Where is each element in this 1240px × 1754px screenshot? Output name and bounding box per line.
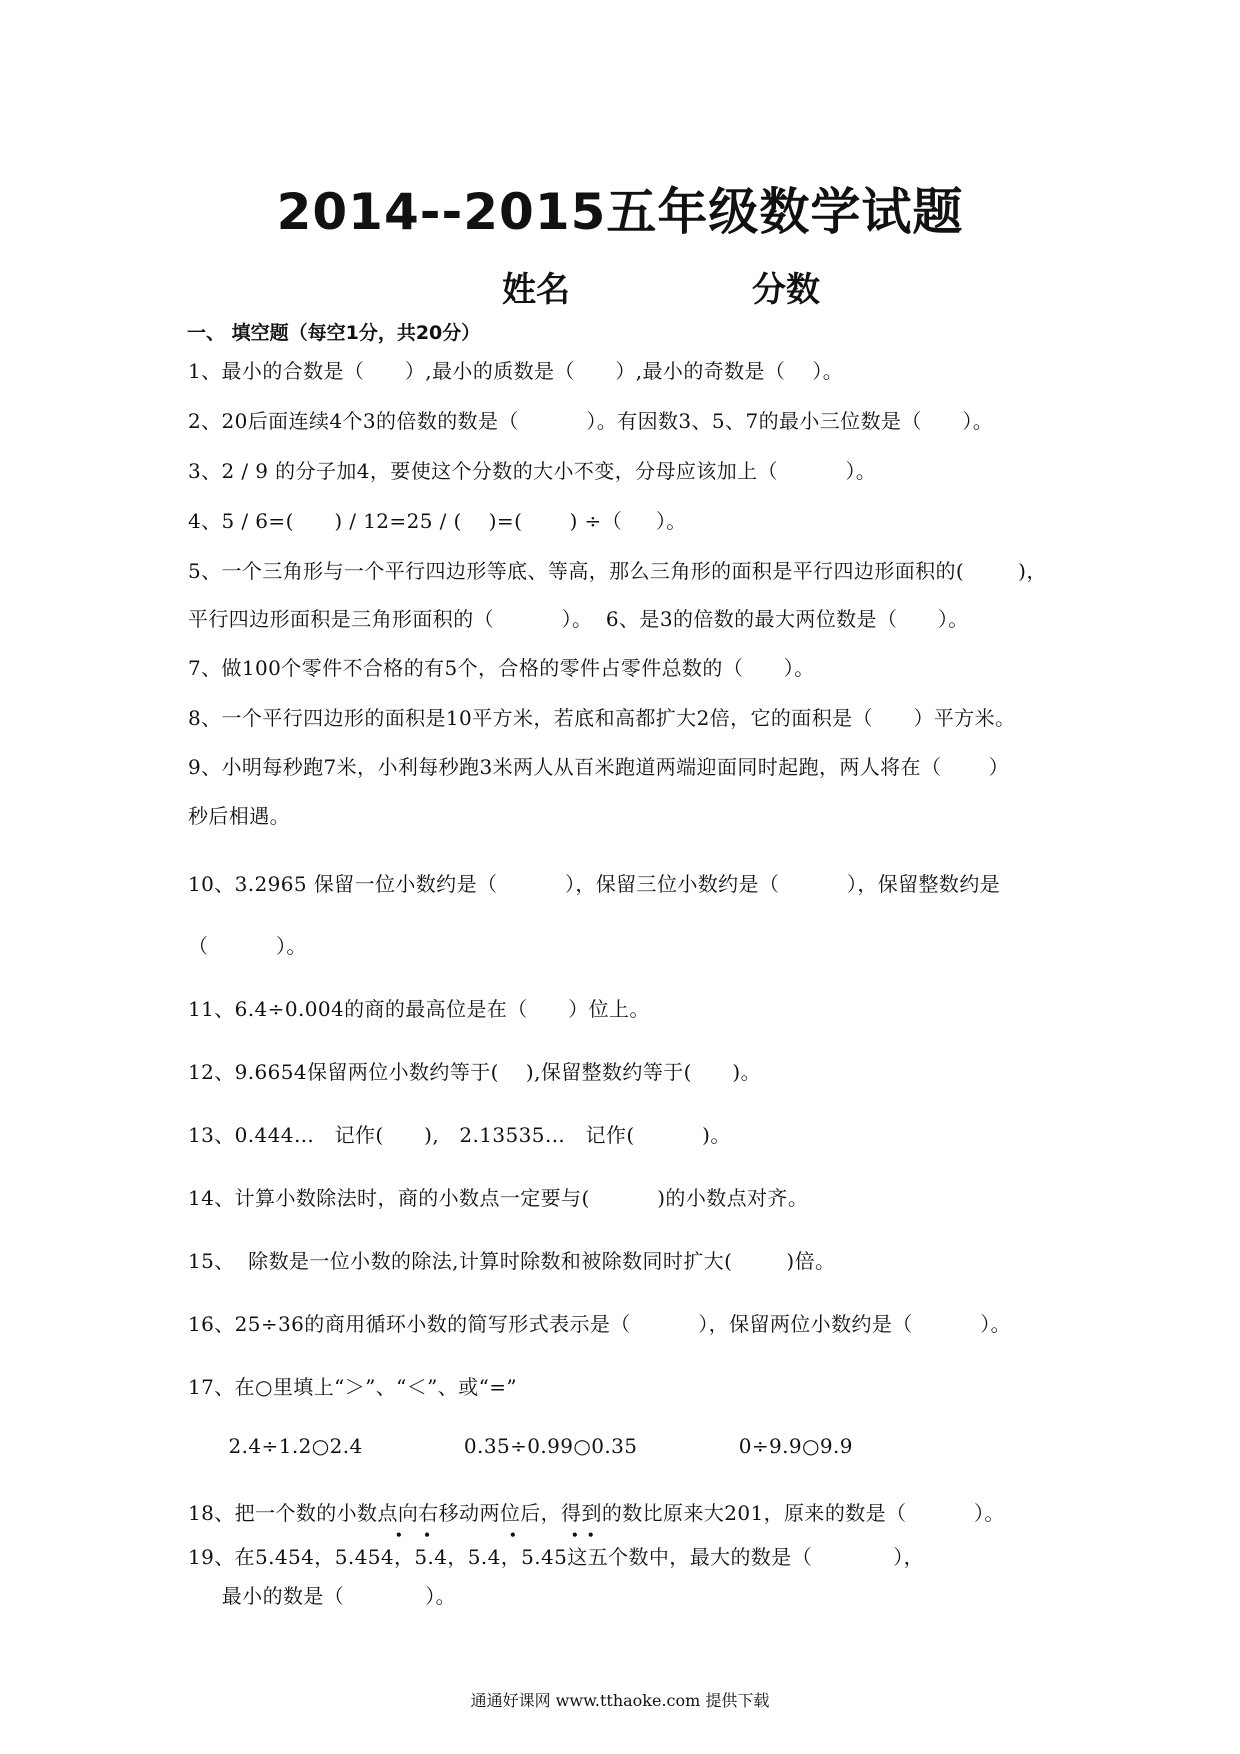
- question-line: （ ）。: [188, 934, 307, 958]
- question-line: 平行四边形面积是三角形面积的（ ）。 6、是3的倍数的最大两位数是（ ）。: [188, 607, 969, 631]
- footer-credit: 通通好课网 www.tthaoke.com 提供下载: [470, 1691, 770, 1710]
- question-line: 13、0.444… 记作( ), 2.13535… 记作( )。: [188, 1123, 731, 1147]
- question-line: 14、计算小数除法时，商的小数点一定要与( )的小数点对齐。: [188, 1186, 809, 1210]
- question-line: 19、在5.454，5.454，5.4，5.4，5.45这五个数中，最大的数是（ ），: [188, 1545, 924, 1569]
- exam-title: 2014--2015五年级数学试题: [276, 183, 964, 241]
- question-line: 2.4÷1.2○2.4 0.35÷0.99○0.35 0÷9.9○9.9: [188, 1434, 853, 1458]
- name-label: 姓名: [502, 270, 570, 310]
- question-line: 11、6.4÷0.004的商的最高位是在（ ）位上。: [188, 997, 650, 1021]
- question-line: 4、5 / 6=( ) / 12=25 / ( )=( ) ÷（ ）。: [188, 509, 687, 533]
- question-line: 3、2 / 9 的分子加4，要使这个分数的大小不变，分母应该加上（ ）。: [188, 459, 877, 483]
- question-line: 10、3.2965 保留一位小数约是（ ），保留三位小数约是（ ），保留整数约是: [188, 872, 1001, 896]
- question-line: 16、25÷36的商用循环小数的简写形式表示是（ ），保留两位小数约是（ ）。: [188, 1312, 1012, 1336]
- score-label: 分数: [752, 270, 820, 310]
- question-line: 15、 除数是一位小数的除法,计算时除数和被除数同时扩大( )倍。: [188, 1249, 836, 1273]
- question-line: 12、9.6654保留两位小数约等于( ),保留整数约等于( )。: [188, 1060, 761, 1084]
- question-line: 2、20后面连续4个3的倍数的数是（ ）。有因数3、5、7的最小三位数是（ ）。: [188, 409, 994, 433]
- question-line: 最小的数是（ ）。: [188, 1584, 457, 1608]
- question-line: 5、一个三角形与一个平行四边形等底、等高，那么三角形的面积是平行四边形面积的( )，: [188, 559, 1047, 583]
- repeating-decimal-dots: • •: [395, 1528, 433, 1542]
- question-line: 18、把一个数的小数点向右移动两位后，得到的数比原来大201，原来的数是（ ）。: [188, 1501, 1005, 1525]
- question-line: 秒后相遇。: [188, 804, 290, 828]
- repeating-decimal-dots: • •: [571, 1528, 597, 1542]
- repeating-decimal-dots: •: [509, 1528, 519, 1542]
- question-line: 8、一个平行四边形的面积是10平方米，若底和高都扩大2倍，它的面积是（ ）平方米。: [188, 706, 1016, 730]
- section-heading-fill-in: 一、 填空题（每空1分，共20分）: [187, 322, 481, 344]
- question-line: 7、做100个零件不合格的有5个，合格的零件占零件总数的（ ）。: [188, 656, 815, 680]
- question-line: 17、在○里填上“＞”、“＜”、或“=”: [188, 1375, 518, 1399]
- question-line: 9、小明每秒跑7米，小利每秒跑3米两人从百米跑道两端迎面同时起跑，两人将在（ ）: [188, 755, 1010, 779]
- question-line: 1、最小的合数是（ ）,最小的质数是（ ）,最小的奇数是（ ）。: [188, 359, 844, 383]
